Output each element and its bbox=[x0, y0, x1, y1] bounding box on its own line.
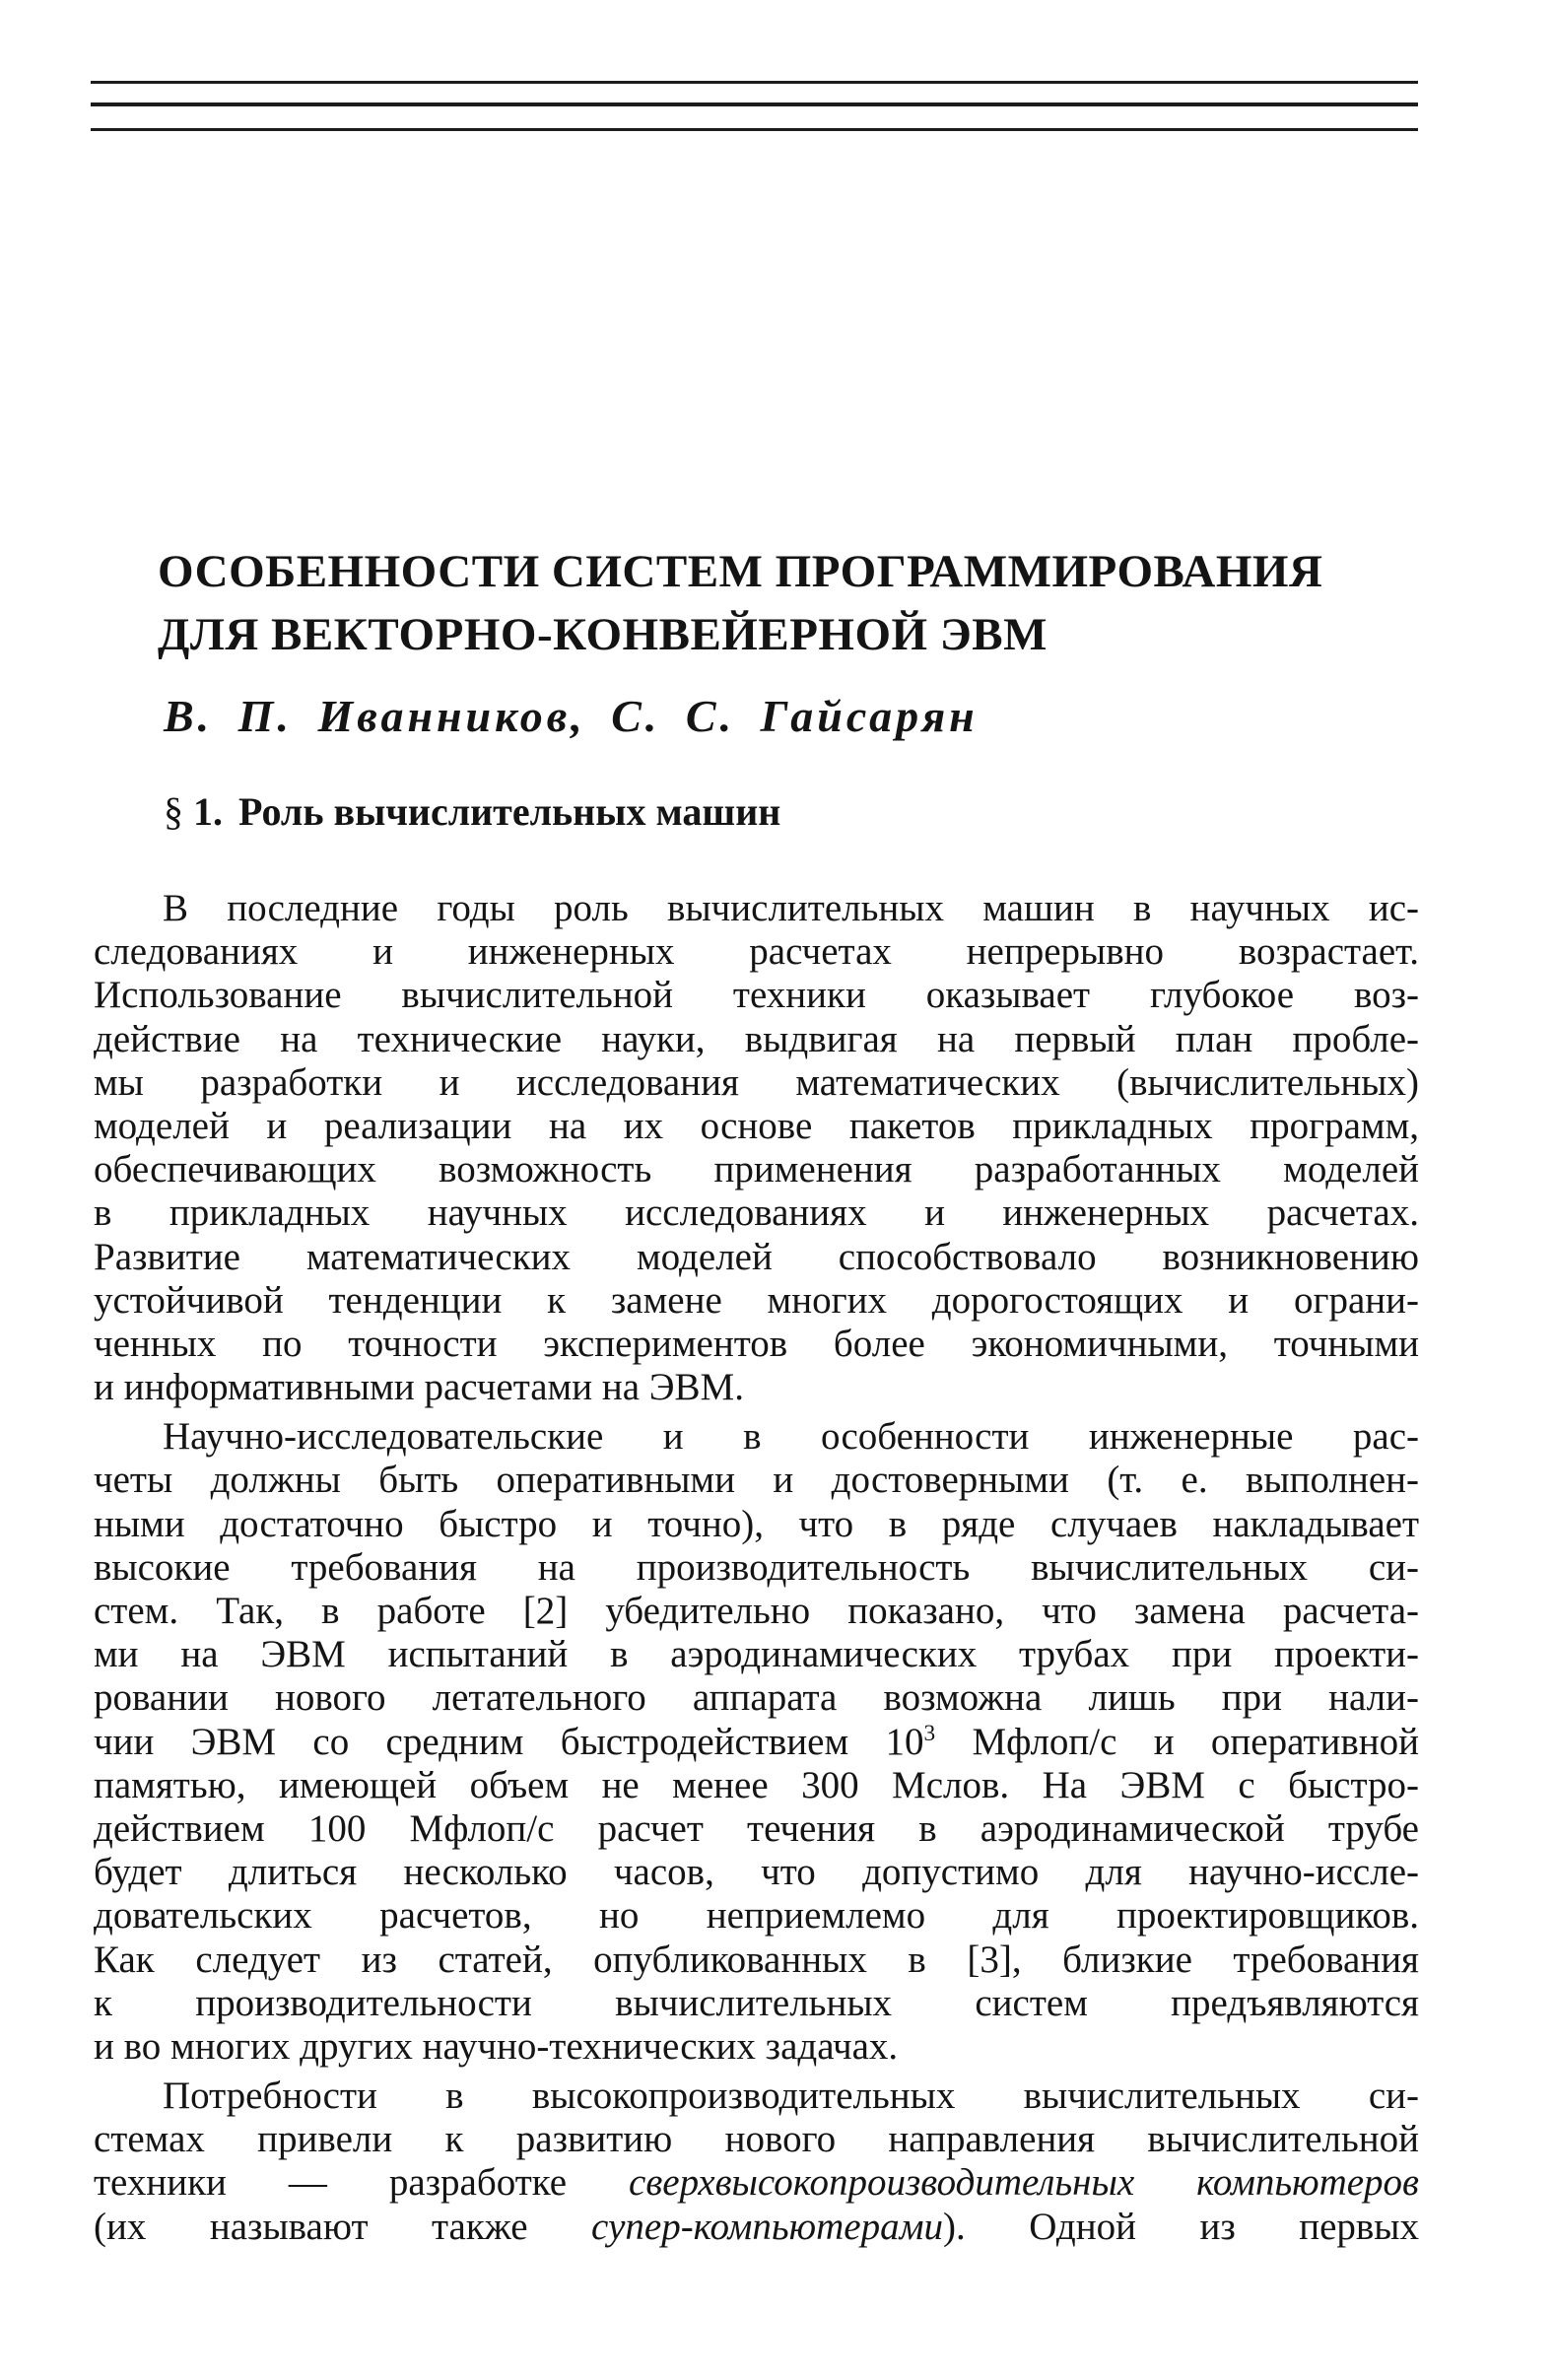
text-line: памятью, имеющей объем не менее 300 Мслов. На ЭВМ с быстро- bbox=[94, 1763, 1419, 1806]
text-line: устойчивой тенденции к замене многих дорогостоящих и ограни- bbox=[94, 1278, 1419, 1322]
paragraph-1 bbox=[94, 887, 1419, 1409]
section-sign: § bbox=[164, 789, 183, 834]
text-fragment: (их называют также bbox=[94, 2205, 592, 2248]
italic-term: супер-компьютерами bbox=[591, 2205, 943, 2248]
text-line: действием 100 Мфлоп/с расчет течения в аэродинамической трубе bbox=[94, 1806, 1419, 1850]
text-line: четы должны быть оперативными и достоверными (т. е. выполнен- bbox=[94, 1459, 1419, 1502]
text-line: мы разработки и исследования математических (вычислительных) bbox=[94, 1060, 1419, 1104]
text-line: действие на технические науки, выдвигая на первый план пробле- bbox=[94, 1017, 1419, 1060]
text-line: Потребности в высокопроизводительных вычислительных си- bbox=[163, 2074, 1419, 2118]
header-rule-middle bbox=[91, 102, 1418, 106]
text-line: в прикладных научных исследованиях и инженерных расчетах. bbox=[94, 1191, 1419, 1235]
text-line: Как следует из статей, опубликованных в [3], близкие требования bbox=[94, 1938, 1419, 1981]
header-rule-top bbox=[91, 81, 1418, 84]
text-line: ченных по точности экспериментов более экономичными, точными bbox=[94, 1322, 1419, 1365]
text-line: и информативными расчетами на ЭВМ. bbox=[94, 1366, 744, 1409]
text-line: к производительности вычислительных систем предъявляются bbox=[94, 1981, 1419, 2024]
header-rule-bottom bbox=[91, 128, 1418, 131]
section-title: Роль вычислительных машин bbox=[238, 789, 781, 834]
section-number: 1. bbox=[193, 789, 223, 834]
text-fragment: Одной из первых bbox=[1029, 2205, 1420, 2248]
text-line: ровании нового летательного аппарата возможна лишь при нали- bbox=[94, 1676, 1419, 1720]
text-line: ми на ЭВМ испытаний в аэродинамических трубах при проекти- bbox=[94, 1633, 1419, 1676]
text-line: Использование вычислительной техники оказывает глубокое воз- bbox=[94, 974, 1419, 1017]
article-body bbox=[94, 887, 1419, 2255]
article-title bbox=[158, 540, 1340, 666]
text-line: Развитие математических моделей способствовало возникновению bbox=[94, 1235, 1419, 1278]
section-heading bbox=[164, 788, 780, 835]
article-authors: В. П. Иванников, С. С. Гайсарян bbox=[164, 691, 979, 741]
text-line-with-italic bbox=[94, 2161, 1419, 2205]
text-line-with-italic bbox=[94, 2206, 1419, 2249]
article-title-line-1: ОСОБЕННОСТИ СИСТЕМ ПРОГРАММИРОВАНИЯ bbox=[158, 546, 1323, 597]
text-line: В последние годы роль вычислительных машин в научных ис- bbox=[163, 887, 1419, 929]
article-title-line-2: ДЛЯ ВЕКТОРНО-КОНВЕЙЕРНОЙ ЭВМ bbox=[158, 609, 1048, 660]
header-rules bbox=[91, 73, 1418, 152]
text-fragment: чии ЭВМ со средним быстродействием 10 bbox=[94, 1720, 924, 1763]
text-line: будет длиться несколько часов, что допустимо для научно-иссле- bbox=[94, 1851, 1419, 1894]
italic-term: сверхвысокопроизводительных компьютеров bbox=[629, 2161, 1419, 2205]
text-line: высокие требования на производительность вычислительных си- bbox=[94, 1545, 1419, 1589]
text-fragment: Мфлоп/с и оперативной bbox=[935, 1720, 1419, 1763]
text-line: следованиях и инженерных расчетах непрерывно возрастает. bbox=[94, 930, 1419, 974]
text-line: обеспечивающих возможность применения разработанных моделей bbox=[94, 1148, 1419, 1191]
text-line: стем. Так, в работе [2] убедительно показано, что замена расчета- bbox=[94, 1590, 1419, 1632]
superscript-exponent: 3 bbox=[923, 1720, 936, 1746]
text-line: стемах привели к развитию нового направления вычислительной bbox=[94, 2118, 1419, 2161]
text-line: и во многих других научно-технических задачах. bbox=[94, 2024, 899, 2068]
text-line: моделей и реализации на их основе пакетов прикладных программ, bbox=[94, 1104, 1419, 1147]
paragraph-2 bbox=[94, 1415, 1419, 2069]
paragraph-3 bbox=[94, 2074, 1419, 2249]
text-line-with-superscript bbox=[94, 1721, 1419, 1764]
text-fragment: ). bbox=[942, 2205, 966, 2248]
text-line: довательских расчетов, но неприемлемо для проектировщиков. bbox=[94, 1894, 1419, 1938]
text-line: ными достаточно быстро и точно), что в ряде случаев накладывает bbox=[94, 1502, 1419, 1545]
text-fragment: техники — разработке bbox=[94, 2161, 630, 2205]
text-line: Научно-исследовательские и в особенности инженерные рас- bbox=[163, 1415, 1419, 1459]
